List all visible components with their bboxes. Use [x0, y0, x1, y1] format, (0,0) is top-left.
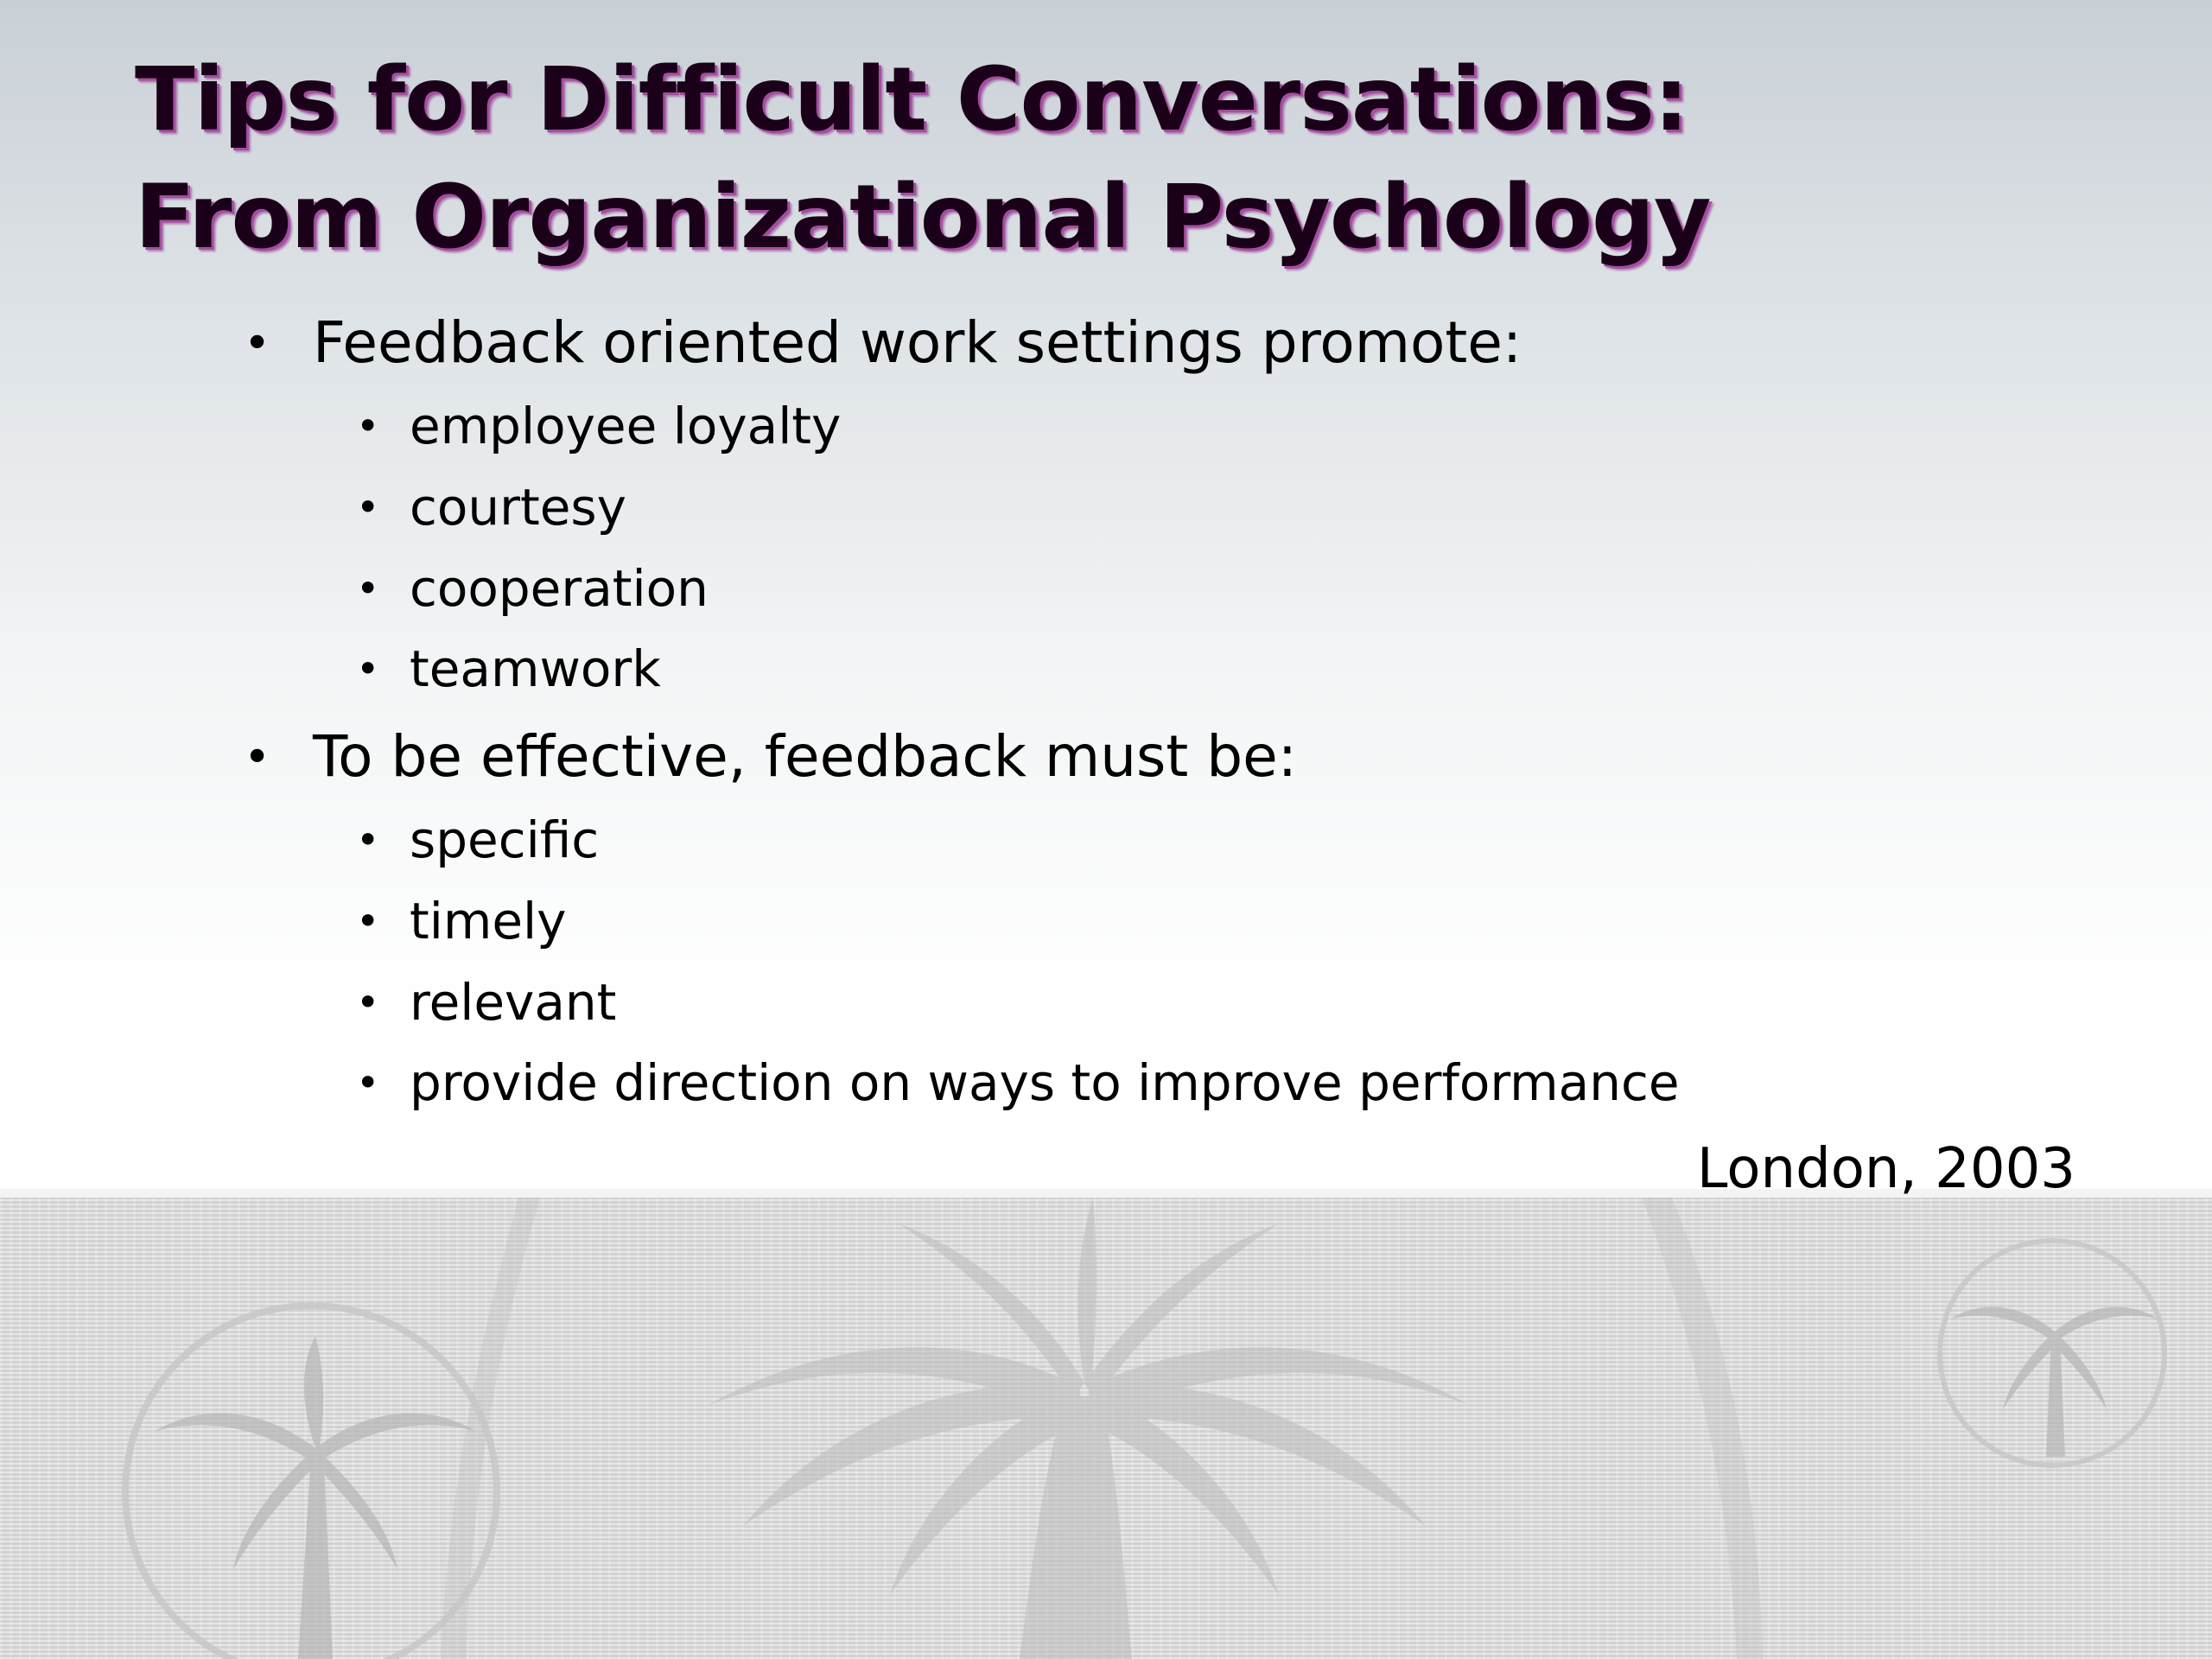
sub-bullet-item — [356, 805, 599, 874]
sub-bullet-item — [356, 887, 566, 956]
slide-title-line-2: From Organizational Psychology — [135, 166, 1711, 269]
bullet-dot-icon: • — [356, 1059, 380, 1107]
sub-bullet-text: relevant — [410, 973, 617, 1032]
palm-tree-decoration — [0, 1198, 2212, 1659]
sub-bullet-text: teamwork — [410, 639, 661, 698]
sub-bullet-text: provide direction on ways to improve performance — [410, 1053, 1680, 1112]
sub-bullet-item — [356, 968, 616, 1037]
sub-bullet-item — [356, 473, 626, 542]
bullet-dot-icon: • — [244, 730, 271, 784]
sub-bullet-text: cooperation — [410, 559, 709, 618]
bullet-dot-icon: • — [356, 403, 380, 450]
bullet-dot-icon: • — [356, 898, 380, 945]
sub-bullet-text: timely — [410, 892, 567, 950]
sub-bullet-item — [356, 554, 709, 623]
citation: London, 2003 — [1696, 1137, 2075, 1201]
bullet-text: Feedback oriented work settings promote: — [313, 309, 1522, 376]
palm-tree-large-icon — [441, 1198, 1763, 1659]
bullet-dot-icon: • — [244, 316, 271, 370]
palm-tree-medallion-left-icon — [125, 1306, 497, 1659]
bullet-dot-icon: • — [356, 979, 380, 1027]
bullet-dot-icon: • — [356, 484, 380, 531]
bullet-item — [244, 304, 1522, 382]
sub-bullet-item — [356, 1048, 1680, 1117]
bullet-item — [244, 718, 1297, 796]
bullet-text: To be effective, feedback must be: — [313, 723, 1298, 790]
lower-background — [0, 1198, 2212, 1659]
sub-bullet-item — [356, 634, 661, 703]
sub-bullet-text: specific — [410, 810, 600, 869]
sub-bullet-item — [356, 391, 841, 461]
sub-bullet-text: courtesy — [410, 478, 626, 537]
sub-bullet-text: employee loyalty — [410, 397, 842, 455]
slide-title-line-1: Tips for Difficult Conversations: — [135, 48, 1688, 151]
palm-tree-medallion-right-icon — [1940, 1241, 2164, 1465]
bullet-dot-icon: • — [356, 817, 380, 864]
bullet-dot-icon: • — [356, 565, 380, 613]
bullet-dot-icon: • — [356, 645, 380, 693]
